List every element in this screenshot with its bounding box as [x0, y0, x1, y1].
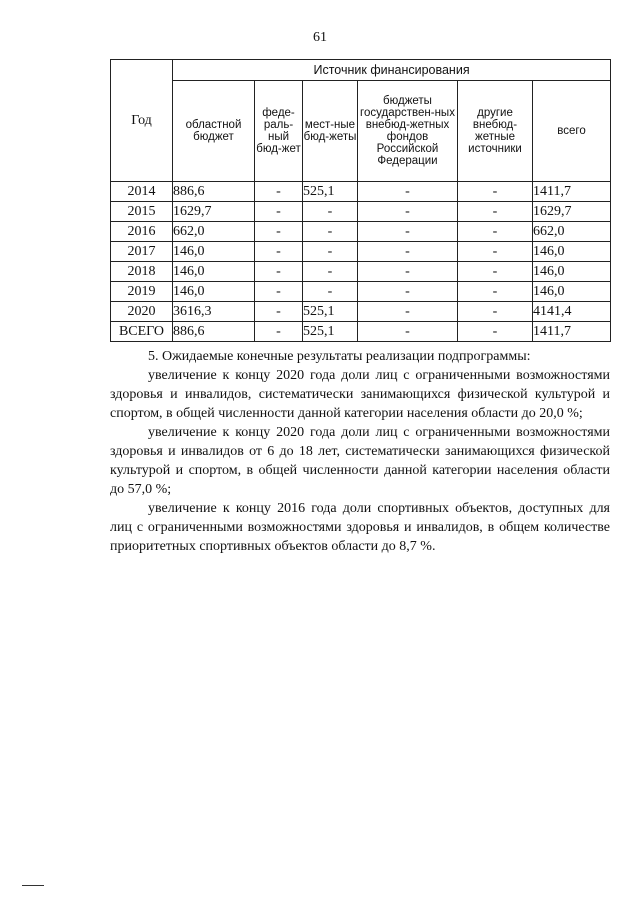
cell-total: 662,0 [533, 222, 611, 242]
cell-local: 525,1 [303, 322, 358, 342]
cell-other: - [458, 222, 533, 242]
cell-other: - [458, 262, 533, 282]
results-section [110, 347, 610, 556]
cell-year: 2016 [111, 222, 173, 242]
cell-total: 1629,7 [533, 202, 611, 222]
cell-other: - [458, 242, 533, 262]
cell-federal: - [255, 302, 303, 322]
cell-federal: - [255, 282, 303, 302]
table-row-total [111, 322, 611, 342]
header-year: Год [111, 60, 173, 182]
financing-table [110, 59, 611, 342]
cell-federal: - [255, 262, 303, 282]
cell-funds: - [358, 302, 458, 322]
cell-total: 4141,4 [533, 302, 611, 322]
cell-total: 1411,7 [533, 182, 611, 202]
table-row [111, 282, 611, 302]
cell-local: - [303, 202, 358, 222]
cell-other: - [458, 202, 533, 222]
cell-funds: - [358, 202, 458, 222]
cell-local: 525,1 [303, 182, 358, 202]
cell-local: 525,1 [303, 302, 358, 322]
cell-regional: 886,6 [173, 182, 255, 202]
cell-other: - [458, 302, 533, 322]
header-total: всего [533, 81, 611, 182]
header-funds: бюджеты государствен-ных внебюд-жетных фондов Российской Федерации [358, 81, 458, 182]
cell-funds: - [358, 262, 458, 282]
cell-other: - [458, 182, 533, 202]
page-number: 61 [313, 30, 327, 45]
table-row [111, 222, 611, 242]
result-paragraph: увеличение к концу 2016 года доли спортивных объектов, доступных для лиц с ограниченными возможностями здоровья и инвалидов, в общем количестве приоритетных спортивных объектов области до 8,7 %. [110, 501, 610, 554]
cell-local: - [303, 222, 358, 242]
cell-federal: - [255, 182, 303, 202]
table-row [111, 302, 611, 322]
cell-local: - [303, 262, 358, 282]
cell-year: 2020 [111, 302, 173, 322]
table-row [111, 182, 611, 202]
cell-regional: 146,0 [173, 242, 255, 262]
cell-regional: 1629,7 [173, 202, 255, 222]
cell-federal: - [255, 242, 303, 262]
cell-year: ВСЕГО [111, 322, 173, 342]
cell-regional: 886,6 [173, 322, 255, 342]
cell-federal: - [255, 202, 303, 222]
header-federal: феде-раль-ный бюд-жет [255, 81, 303, 182]
cell-funds: - [358, 282, 458, 302]
section-heading: 5. Ожидаемые конечные результаты реализации подпрограммы: [148, 349, 531, 364]
result-paragraph: увеличение к концу 2020 года доли лиц с ограниченными возможностями здоровья и инвалидов, систематически занимающихся физической культурой и спортом, в общей численности данной категории населения области до 20,0 %; [110, 368, 610, 421]
cell-regional: 146,0 [173, 282, 255, 302]
cell-year: 2019 [111, 282, 173, 302]
cell-federal: - [255, 322, 303, 342]
cell-funds: - [358, 242, 458, 262]
cell-total: 1411,7 [533, 322, 611, 342]
cell-year: 2018 [111, 262, 173, 282]
cell-funds: - [358, 322, 458, 342]
cell-funds: - [358, 222, 458, 242]
cell-local: - [303, 282, 358, 302]
cell-funds: - [358, 182, 458, 202]
cell-regional: 662,0 [173, 222, 255, 242]
header-source: Источник финансирования [173, 60, 611, 81]
footer-line [22, 885, 44, 886]
cell-total: 146,0 [533, 282, 611, 302]
cell-federal: - [255, 222, 303, 242]
table-row [111, 242, 611, 262]
cell-total: 146,0 [533, 262, 611, 282]
table-row [111, 262, 611, 282]
result-paragraph: увеличение к концу 2020 года доли лиц с ограниченными возможностями здоровья и инвалидов от 6 до 18 лет, систематически занимающихся физической культурой и спортом, в общей численности данной категории населения области до 57,0 %; [110, 425, 610, 497]
cell-total: 146,0 [533, 242, 611, 262]
header-regional: областной бюджет [173, 81, 255, 182]
cell-other: - [458, 322, 533, 342]
cell-regional: 3616,3 [173, 302, 255, 322]
cell-other: - [458, 282, 533, 302]
cell-regional: 146,0 [173, 262, 255, 282]
cell-year: 2015 [111, 202, 173, 222]
cell-year: 2017 [111, 242, 173, 262]
cell-year: 2014 [111, 182, 173, 202]
header-other: другие внебюд-жетные источники [458, 81, 533, 182]
header-local: мест-ные бюд-жеты [303, 81, 358, 182]
table-row [111, 202, 611, 222]
cell-local: - [303, 242, 358, 262]
